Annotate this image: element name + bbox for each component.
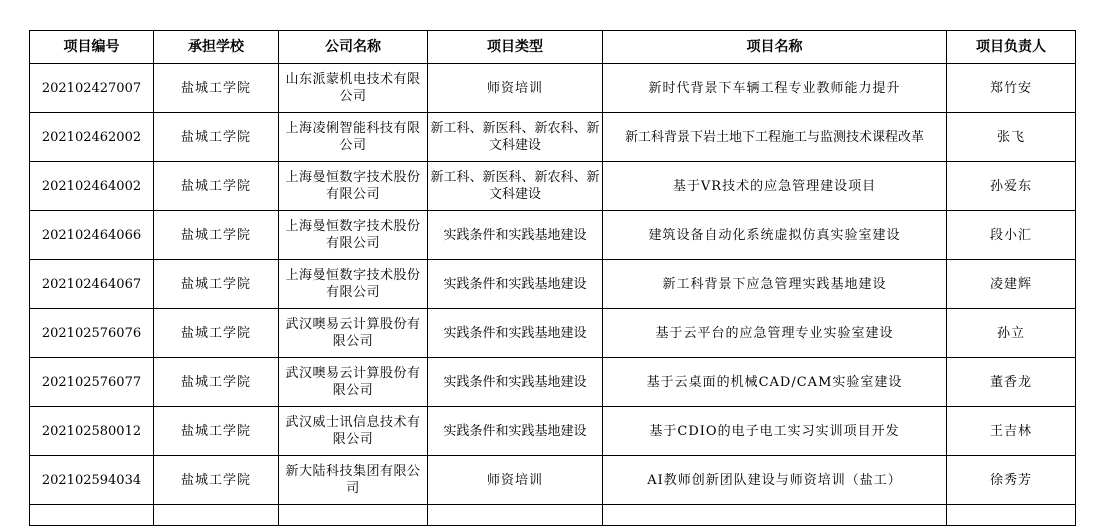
cell-project-type: 新工科、新医科、新农科、新文科建设 — [428, 113, 603, 162]
cell-project-type: 实践条件和实践基地建设 — [428, 260, 603, 309]
cell-school: 盐城工学院 — [154, 113, 279, 162]
cell-project-id: 202102464067 — [30, 260, 154, 309]
cell-project-name: 新工科背景下应急管理实践基地建设 — [603, 260, 947, 309]
cell-company: 上海曼恒数字技术股份有限公司 — [279, 211, 428, 260]
cell-project-name: 新工科背景下岩土地下工程施工与监测技术课程改革 — [603, 113, 947, 162]
cell-school: 盐城工学院 — [154, 358, 279, 407]
cell-project-lead: 段小汇 — [947, 211, 1076, 260]
header-project-lead: 项目负责人 — [947, 31, 1076, 64]
empty-cell — [428, 505, 603, 526]
table-row — [30, 162, 1076, 211]
cell-project-type: 师资培训 — [428, 64, 603, 113]
table-row-partial — [30, 505, 1076, 526]
header-project-type: 项目类型 — [428, 31, 603, 64]
table-row — [30, 211, 1076, 260]
cell-project-type: 新工科、新医科、新农科、新文科建设 — [428, 162, 603, 211]
table-row — [30, 309, 1076, 358]
table-row — [30, 64, 1076, 113]
cell-school: 盐城工学院 — [154, 309, 279, 358]
cell-company: 新大陆科技集团有限公司 — [279, 456, 428, 505]
cell-project-id: 202102462002 — [30, 113, 154, 162]
cell-project-name: 新时代背景下车辆工程专业教师能力提升 — [603, 64, 947, 113]
cell-project-name: 基于VR技术的应急管理建设项目 — [603, 162, 947, 211]
cell-project-type: 师资培训 — [428, 456, 603, 505]
table-row — [30, 456, 1076, 505]
cell-company: 上海曼恒数字技术股份有限公司 — [279, 260, 428, 309]
cell-project-name: AI教师创新团队建设与师资培训（盐工） — [603, 456, 947, 505]
table-header-row — [30, 31, 1076, 64]
empty-cell — [947, 505, 1076, 526]
table-row — [30, 407, 1076, 456]
cell-project-name: 基于CDIO的电子电工实习实训项目开发 — [603, 407, 947, 456]
empty-cell — [279, 505, 428, 526]
cell-company: 武汉威士讯信息技术有限公司 — [279, 407, 428, 456]
cell-project-type: 实践条件和实践基地建设 — [428, 358, 603, 407]
cell-project-id: 202102576076 — [30, 309, 154, 358]
cell-project-id: 202102594034 — [30, 456, 154, 505]
cell-company: 山东派蒙机电技术有限公司 — [279, 64, 428, 113]
cell-project-name: 基于云平台的应急管理专业实验室建设 — [603, 309, 947, 358]
empty-cell — [154, 505, 279, 526]
cell-project-name: 建筑设备自动化系统虚拟仿真实验室建设 — [603, 211, 947, 260]
cell-project-lead: 孙爱东 — [947, 162, 1076, 211]
cell-company: 上海凌俐智能科技有限公司 — [279, 113, 428, 162]
cell-project-name: 基于云桌面的机械CAD/CAM实验室建设 — [603, 358, 947, 407]
cell-school: 盐城工学院 — [154, 64, 279, 113]
cell-project-type: 实践条件和实践基地建设 — [428, 407, 603, 456]
empty-cell — [603, 505, 947, 526]
document-page — [29, 30, 1076, 526]
cell-company: 武汉噢易云计算股份有限公司 — [279, 309, 428, 358]
cell-project-lead: 凌建辉 — [947, 260, 1076, 309]
cell-project-id: 202102464066 — [30, 211, 154, 260]
project-table — [29, 30, 1076, 526]
cell-project-lead: 董香龙 — [947, 358, 1076, 407]
cell-project-lead: 张飞 — [947, 113, 1076, 162]
header-project-name: 项目名称 — [603, 31, 947, 64]
header-project-id: 项目编号 — [30, 31, 154, 64]
cell-company: 上海曼恒数字技术股份有限公司 — [279, 162, 428, 211]
table-row — [30, 260, 1076, 309]
cell-school: 盐城工学院 — [154, 260, 279, 309]
cell-project-type: 实践条件和实践基地建设 — [428, 309, 603, 358]
empty-cell — [30, 505, 154, 526]
cell-project-id: 202102576077 — [30, 358, 154, 407]
header-school: 承担学校 — [154, 31, 279, 64]
cell-project-lead: 孙立 — [947, 309, 1076, 358]
table-row — [30, 113, 1076, 162]
cell-project-lead: 徐秀芳 — [947, 456, 1076, 505]
cell-project-type: 实践条件和实践基地建设 — [428, 211, 603, 260]
cell-project-id: 202102580012 — [30, 407, 154, 456]
cell-school: 盐城工学院 — [154, 162, 279, 211]
cell-school: 盐城工学院 — [154, 456, 279, 505]
cell-project-lead: 王吉林 — [947, 407, 1076, 456]
cell-company: 武汉噢易云计算股份有限公司 — [279, 358, 428, 407]
cell-project-lead: 郑竹安 — [947, 64, 1076, 113]
header-company: 公司名称 — [279, 31, 428, 64]
table-row — [30, 358, 1076, 407]
cell-school: 盐城工学院 — [154, 407, 279, 456]
cell-project-id: 202102464002 — [30, 162, 154, 211]
cell-project-id: 202102427007 — [30, 64, 154, 113]
cell-school: 盐城工学院 — [154, 211, 279, 260]
